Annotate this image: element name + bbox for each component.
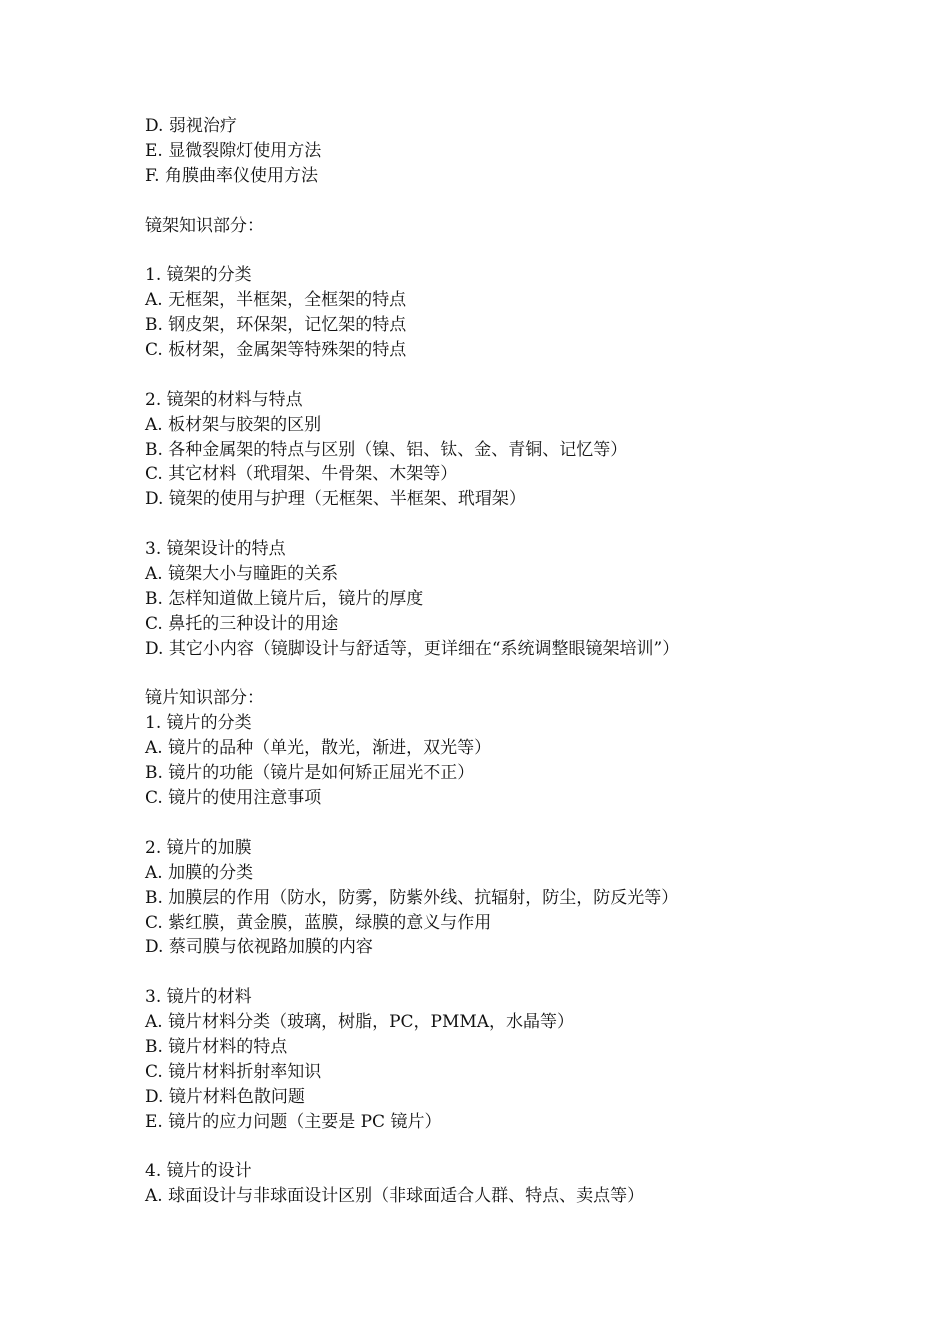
list-item: C. 其它材料（玳瑁架、牛骨架、木架等）: [145, 464, 458, 485]
group-title: 3. 镜片的材料: [145, 987, 252, 1008]
list-item: E. 显微裂隙灯使用方法: [145, 140, 322, 161]
group-title: 2. 镜片的加膜: [145, 837, 252, 858]
list-item: A. 加膜的分类: [145, 862, 254, 883]
list-item: C. 紫红膜，黄金膜，蓝膜，绿膜的意义与作用: [145, 912, 492, 933]
list-item: A. 镜片的品种（单光，散光，渐进，双光等）: [145, 738, 492, 759]
list-item: A. 无框架，半框架，全框架的特点: [145, 290, 407, 311]
spacer: [145, 189, 925, 214]
list-item: B. 各种金属架的特点与区别（镍、铝、钛、金、青铜、记忆等）: [145, 439, 628, 460]
group-title: 3. 镜架设计的特点: [145, 539, 286, 560]
list-item: C. 鼻托的三种设计的用途: [145, 613, 339, 634]
list-item: D. 镜架的使用与护理（无框架、半框架、玳瑁架）: [145, 489, 526, 510]
list-item: D. 镜片材料色散问题: [145, 1086, 305, 1107]
list-item: A. 球面设计与非球面设计区别（非球面适合人群、特点、卖点等）: [145, 1186, 645, 1207]
list-item: C. 镜片的使用注意事项: [145, 788, 322, 809]
spacer: [145, 960, 925, 985]
section-heading-frames: 镜架知识部分：: [145, 215, 264, 236]
group-title: 2. 镜架的材料与特点: [145, 389, 303, 410]
spacer: [145, 512, 925, 537]
list-item: B. 加膜层的作用（防水，防雾，防紫外线、抗辐射，防尘，防反光等）: [145, 887, 679, 908]
list-item: A. 镜架大小与瞳距的关系: [145, 564, 339, 585]
list-item: D. 蔡司膜与依视路加膜的内容: [145, 937, 373, 958]
list-item: A. 板材架与胶架的区别: [145, 414, 322, 435]
spacer: [145, 662, 925, 687]
list-item: A. 镜片材料分类（玻璃，树脂，PC，PMMA，水晶等）: [145, 1012, 575, 1033]
list-item: F. 角膜曲率仪使用方法: [145, 165, 318, 186]
list-item: B. 怎样知道做上镜片后，镜片的厚度: [145, 588, 424, 609]
spacer: [145, 811, 925, 836]
group-title: 4. 镜片的设计: [145, 1161, 252, 1182]
list-item: C. 板材架，金属架等特殊架的特点: [145, 340, 407, 361]
list-item: D. 其它小内容（镜脚设计与舒适等，更详细在“系统调整眼镜架培训”）: [145, 638, 680, 659]
list-item: B. 镜片的功能（镜片是如何矫正屈光不正）: [145, 763, 475, 784]
document-page: [145, 114, 925, 1209]
section-heading-lenses: 镜片知识部分：: [145, 688, 264, 709]
list-item: C. 镜片材料折射率知识: [145, 1061, 322, 1082]
list-item: E. 镜片的应力问题（主要是 PC 镜片）: [145, 1111, 442, 1132]
list-item: B. 镜片材料的特点: [145, 1036, 288, 1057]
list-item: B. 钢皮架，环保架，记忆架的特点: [145, 315, 407, 336]
spacer: [145, 238, 925, 263]
group-title: 1. 镜架的分类: [145, 265, 252, 286]
list-item: D. 弱视治疗: [145, 116, 237, 136]
group-title: 1. 镜片的分类: [145, 713, 252, 734]
spacer: [145, 1135, 925, 1160]
spacer: [145, 363, 925, 388]
